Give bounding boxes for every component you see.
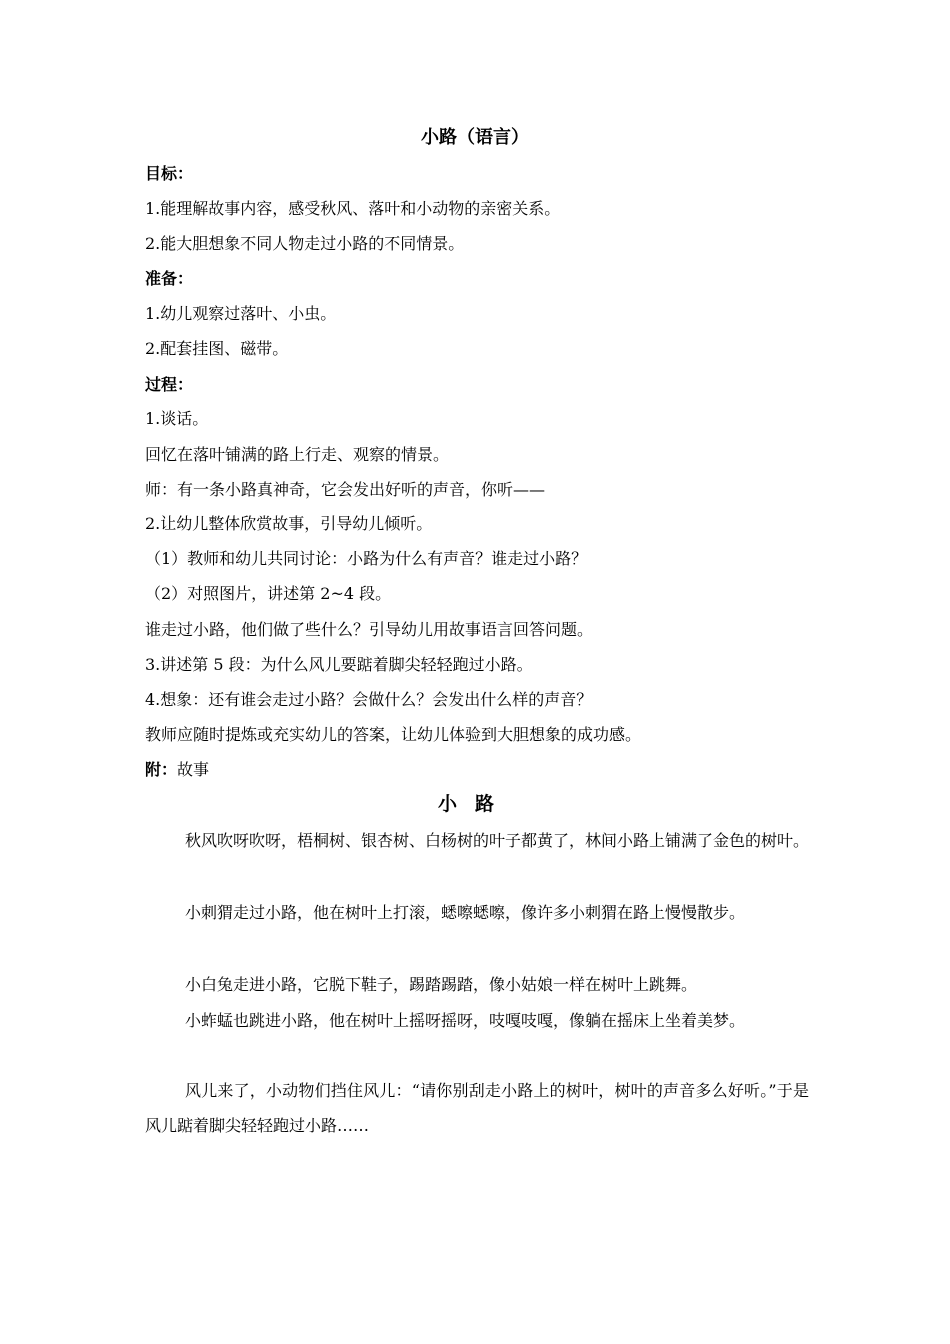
prep-item: 1.幼儿观察过落叶、小虫。	[145, 304, 337, 323]
appendix-label: 附：	[145, 760, 178, 779]
process-line: 3.讲述第 5 段：为什么风儿要踮着脚尖轻轻跑过小路。	[145, 655, 533, 674]
process-line: 谁走过小路，他们做了些什么？引导幼儿用故事语言回答问题。	[145, 620, 594, 639]
goal-heading: 目标：	[145, 164, 194, 183]
prep-heading: 准备：	[145, 269, 194, 288]
story-paragraph: 秋风吹呀吹呀，梧桐树、银杏树、白杨树的叶子都黄了，林间小路上铺满了金色的树叶。	[185, 831, 810, 850]
appendix-line	[145, 760, 209, 780]
story-paragraph: 小白兔走进小路，它脱下鞋子，踢踏踢踏，像小姑娘一样在树叶上跳舞。	[185, 975, 698, 994]
story-paragraph: 小蚱蜢也跳进小路，他在树叶上摇呀摇呀，吱嘎吱嘎，像躺在摇床上坐着美梦。	[185, 1011, 746, 1030]
goal-item: 2.能大胆想象不同人物走过小路的不同情景。	[145, 234, 465, 253]
process-line: 教师应随时提炼或充实幼儿的答案，让幼儿体验到大胆想象的成功感。	[145, 725, 642, 744]
process-line: 回忆在落叶铺满的路上行走、观察的情景。	[145, 445, 450, 464]
goal-item: 1.能理解故事内容，感受秋风、落叶和小动物的亲密关系。	[145, 199, 561, 218]
lesson-title: 小路（语言）	[421, 127, 529, 148]
appendix-text: 故事	[177, 760, 210, 779]
story-paragraph: 风儿来了，小动物们挡住风儿：“请你别刮走小路上的树叶，树叶的声音多么好听。”于是风儿踮着脚尖轻轻跑过小路……	[145, 1081, 809, 1135]
process-heading: 过程：	[145, 375, 194, 394]
prep-item: 2.配套挂图、磁带。	[145, 339, 289, 358]
story-title: 小路	[437, 793, 512, 815]
story-paragraph: 小刺猬走过小路，他在树叶上打滚，蟋嚓蟋嚓，像许多小刺猬在路上慢慢散步。	[185, 903, 746, 922]
process-line: 4.想象：还有谁会走过小路？会做什么？会发出什么样的声音？	[145, 690, 593, 709]
process-line: 师：有一条小路真神奇，它会发出好听的声音，你听——	[145, 480, 546, 499]
process-line: （2）对照图片，讲述第 2~4 段。	[145, 584, 392, 603]
process-line: 1.谈话。	[145, 409, 209, 428]
process-line: （1）教师和幼儿共同讨论：小路为什么有声音？谁走过小路？	[145, 549, 588, 568]
process-line: 2.让幼儿整体欣赏故事，引导幼儿倾听。	[145, 514, 433, 533]
